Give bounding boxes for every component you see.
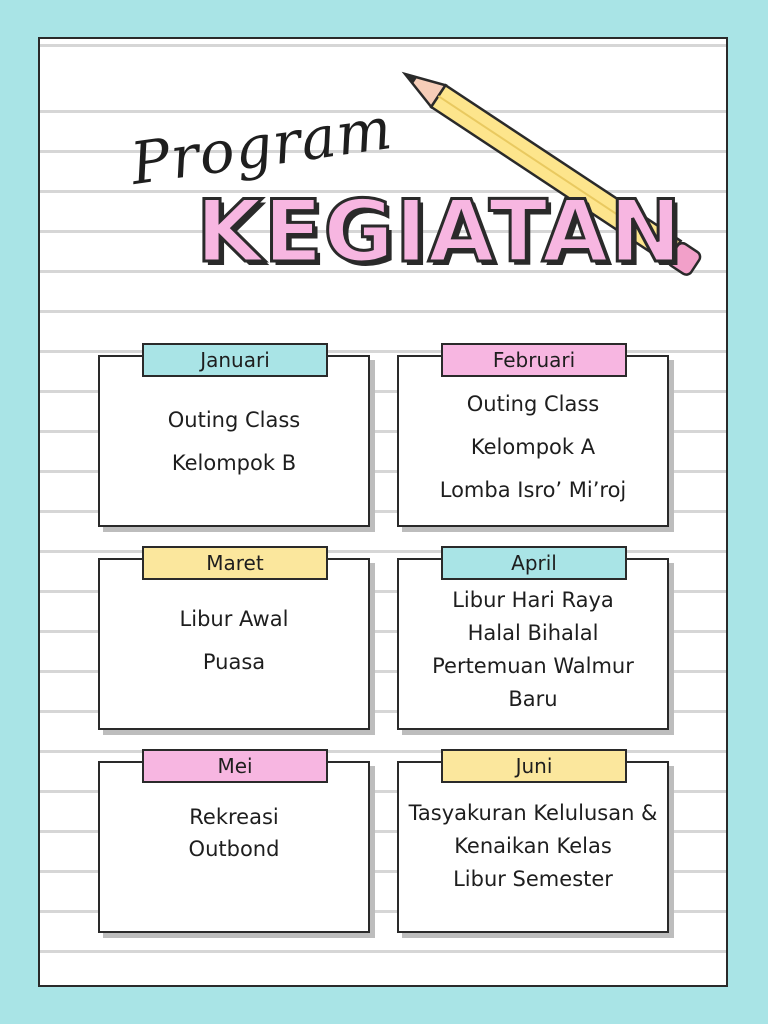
activity-list	[399, 795, 667, 923]
activity-item: Tasyakuran Kelulusan &	[408, 801, 658, 825]
month-card-januari	[98, 348, 370, 527]
activity-list	[399, 580, 667, 720]
activity-item: Pertemuan Walmur	[432, 654, 634, 678]
month-tab-april: April	[441, 546, 627, 580]
month-tab-maret: Maret	[142, 546, 328, 580]
activity-item: Kelompok B	[171, 451, 297, 475]
month-tab-januari: Januari	[142, 343, 328, 377]
title-program: Program	[126, 94, 397, 198]
activity-item: Halal Bihalal	[467, 621, 599, 645]
activity-item: Lomba Isro’ Mi’roj	[439, 477, 627, 502]
activity-item: Kelompok A	[470, 434, 596, 459]
activity-item: Libur Awal	[179, 607, 289, 631]
month-card-april	[397, 551, 669, 730]
activity-list	[399, 377, 667, 517]
month-card-juni	[397, 754, 669, 933]
activity-list	[100, 795, 368, 923]
activity-item: Outing Class	[466, 391, 600, 416]
month-card-maret	[98, 551, 370, 730]
activity-item: Rekreasi	[189, 805, 279, 829]
activity-item: Baru	[508, 687, 558, 711]
activity-item: Outing Class	[167, 408, 301, 432]
activity-item: Libur Hari Raya	[452, 588, 614, 612]
activity-item: Kenaikan Kelas	[454, 834, 612, 858]
activity-item: Outbond	[188, 837, 280, 861]
month-tab-mei: Mei	[142, 749, 328, 783]
month-tab-februari: Februari	[441, 343, 627, 377]
activity-item: Libur Semester	[453, 867, 613, 891]
activity-item: Puasa	[202, 650, 266, 674]
month-card-februari	[397, 348, 669, 527]
activity-list	[100, 389, 368, 517]
month-tab-juni: Juni	[441, 749, 627, 783]
title-kegiatan: KEGIATAN	[196, 182, 683, 282]
activity-list	[100, 592, 368, 720]
month-card-mei	[98, 754, 370, 933]
